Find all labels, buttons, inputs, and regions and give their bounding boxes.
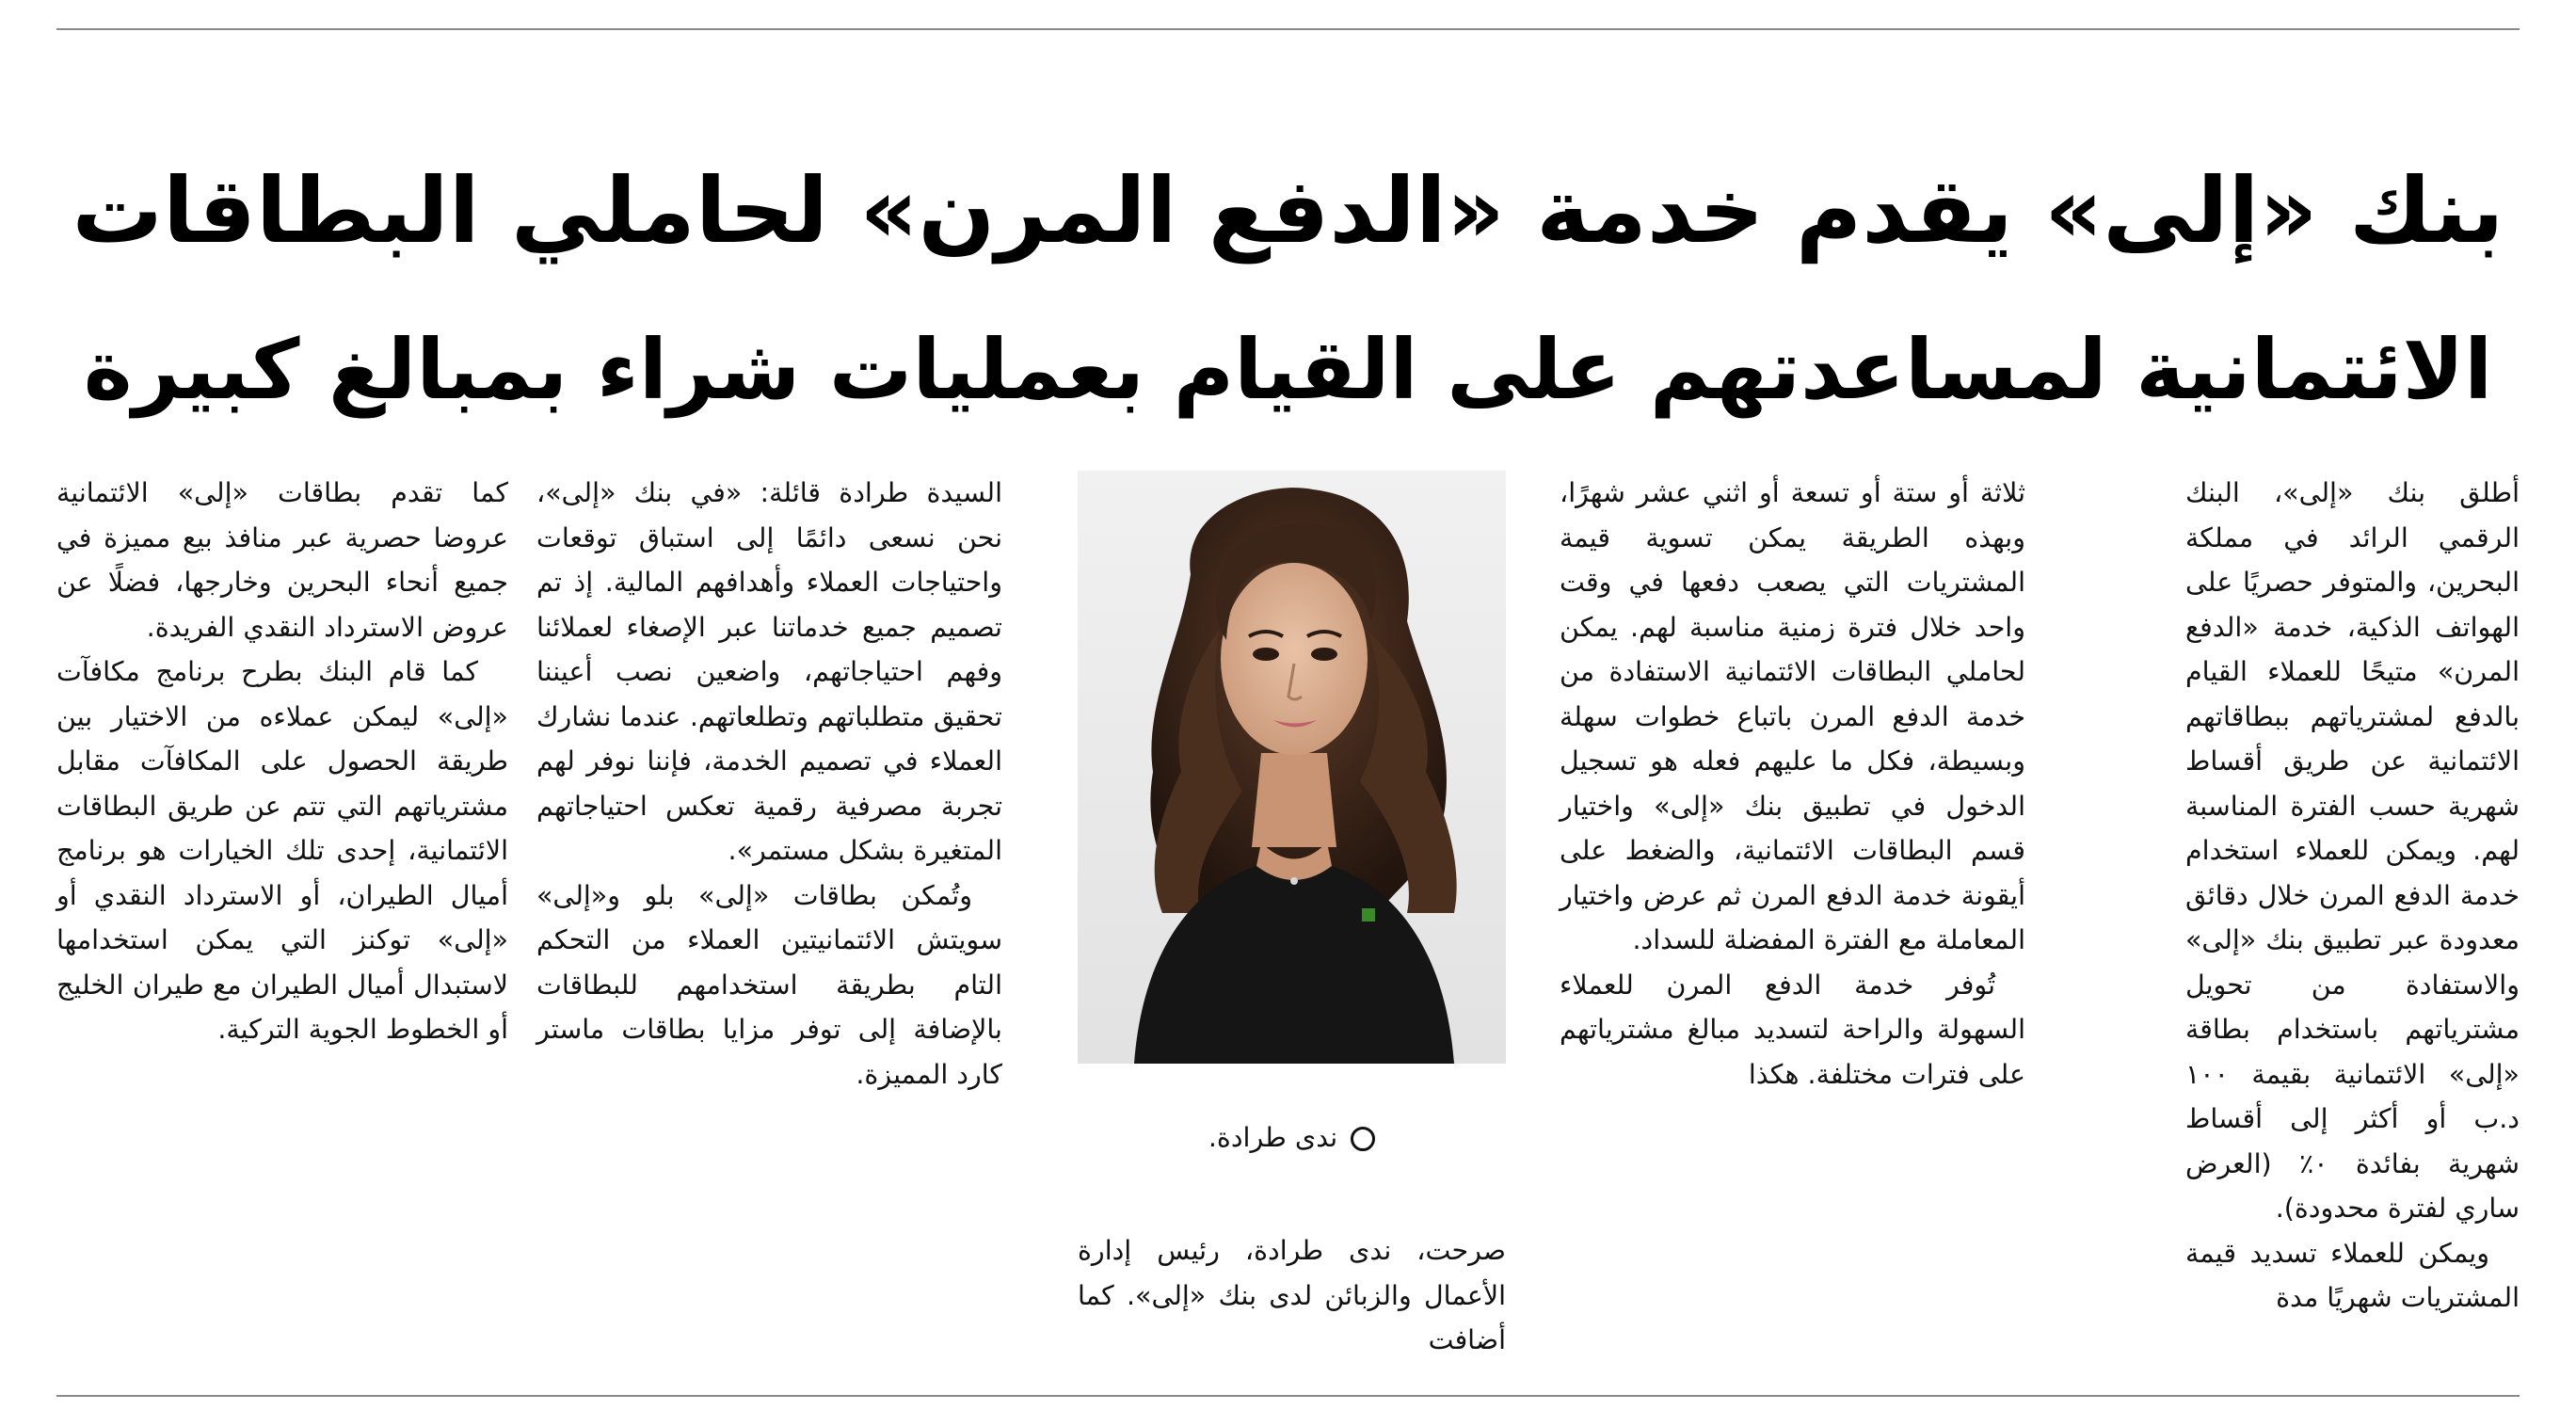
paragraph: تُوفر خدمة الدفع المرن للعملاء السهولة والراحة لتسديد مبالغ مشترياتهم على فترات مختلفة. هكذا xyxy=(1560,969,2025,1090)
paragraph: أطلق بنك «إلى»، البنك الرقمي الرائد في مملكة البحرين، والمتوفر حصريًا على الهواتف الذكية، خدمة «الدفع المرن» متيحًا للعملاء القيام بالدفع لمشترياتهم ببطاقاتهم الائتمانية عن طريق أقساط شهرية حسب الفترة المناسبة لهم. ويمكن للعملاء استخدام خدمة الدفع المرن خلال دقائق معدودة عبر تطبيق بنك «إلى» والاستفادة من تحويل مشترياتهم باستخدام بطاقة «إلى» الائتمانية بقيمة ١٠٠ د.ب أو أكثر إلى أقساط شهرية بفائدة ٠٪ (العرض ساري لفترة محدودة). xyxy=(2185,477,2520,1224)
paragraph: ثلاثة أو ستة أو تسعة أو اثني عشر شهرًا، وبهذه الطريقة يمكن تسوية قيمة المشتريات التي يصعب دفعها في وقت واحد خلال فترة زمنية مناسبة لهم. يمكن لحاملي البطاقات الائتمانية الاستفادة من خدمة الدفع المرن باتباع خطوات سهلة وبسيطة، فكل ما عليهم فعله هو تسجيل الدخول في تطبيق بنك «إلى» واختيار قسم البطاقات الائتمانية، والضغط على أيقونة خدمة الدفع المرن ثم عرض واختيار المعاملة مع الفترة المفضلة للسداد. xyxy=(1560,477,2025,955)
bottom-rule xyxy=(56,1395,2520,1397)
article-column-4 xyxy=(56,471,508,1052)
paragraph: وتُمكن بطاقات «إلى» بلو و«إلى» سويتش الائتمانيتين العملاء من التحكم التام بطريقة استخدامهم للبطاقات بالإضافة إلى توفر مزايا بطاقات ماستر كارد المميزة. xyxy=(536,879,1002,1090)
caption-bullet-icon xyxy=(1351,1127,1375,1151)
paragraph: ويمكن للعملاء تسديد قيمة المشتريات شهريًا مدة xyxy=(2185,1237,2520,1313)
article-column-3 xyxy=(536,471,1002,1097)
headline-line-2: الائتمانية لمساعدتهم على القيام بعمليات شراء بمبالغ كبيرة xyxy=(83,320,2493,418)
article-column-2 xyxy=(1560,471,2025,1097)
paragraph: السيدة طرادة قائلة: «في بنك «إلى»، نحن نسعى دائمًا إلى استباق توقعات واحتياجات العملاء وأهدافهم المالية. إذ تم تصميم جميع خدماتنا عبر الإصغاء لعملائنا وفهم احتياجاتهم، واضعين نصب أعيننا تحقيق متطلباتهم وتطلعاتهم. عندما نشارك العملاء في تصميم الخدمة، فإننا نوفر لهم تجربة مصرفية رقمية تعكس احتياجاتهم المتغيرة بشكل مستمر». xyxy=(536,477,1002,866)
top-rule xyxy=(56,28,2520,30)
portrait-illustration xyxy=(1078,471,1506,1064)
caption-text: ندى طرادة. xyxy=(1208,1122,1338,1153)
headline-line-1: بنك «إلى» يقدم خدمة «الدفع المرن» لحاملي البطاقات xyxy=(72,158,2504,264)
under-photo-text: صرحت، ندى طرادة، رئيس إدارة الأعمال والزبائن لدى بنك «إلى». كما أضافت xyxy=(1078,1235,1506,1355)
paragraph: كما تقدم بطاقات «إلى» الائتمانية عروضا حصرية عبر منافذ بيع مميزة في جميع أنحاء البحرين وخارجها، فضلًا عن عروض الاسترداد النقدي الفريدة. xyxy=(56,477,508,643)
paragraph: كما قام البنك بطرح برنامج مكافآت «إلى» ليمكن عملاءه من الاختيار بين طريقة الحصول على المكافآت مقابل مشترياتهم التي تتم عن طريق البطاقات الائتمانية، إحدى تلك الخيارات هو برنامج أميال الطيران، أو الاسترداد النقدي أو «إلى» توكنز التي يمكن استخدامها لاستبدال أميال الطيران مع طيران الخليج أو الخطوط الجوية التركية. xyxy=(56,656,508,1045)
portrait-photo xyxy=(1078,471,1506,1064)
article-column-1 xyxy=(2185,471,2520,1321)
photo-caption xyxy=(1078,1122,1506,1153)
